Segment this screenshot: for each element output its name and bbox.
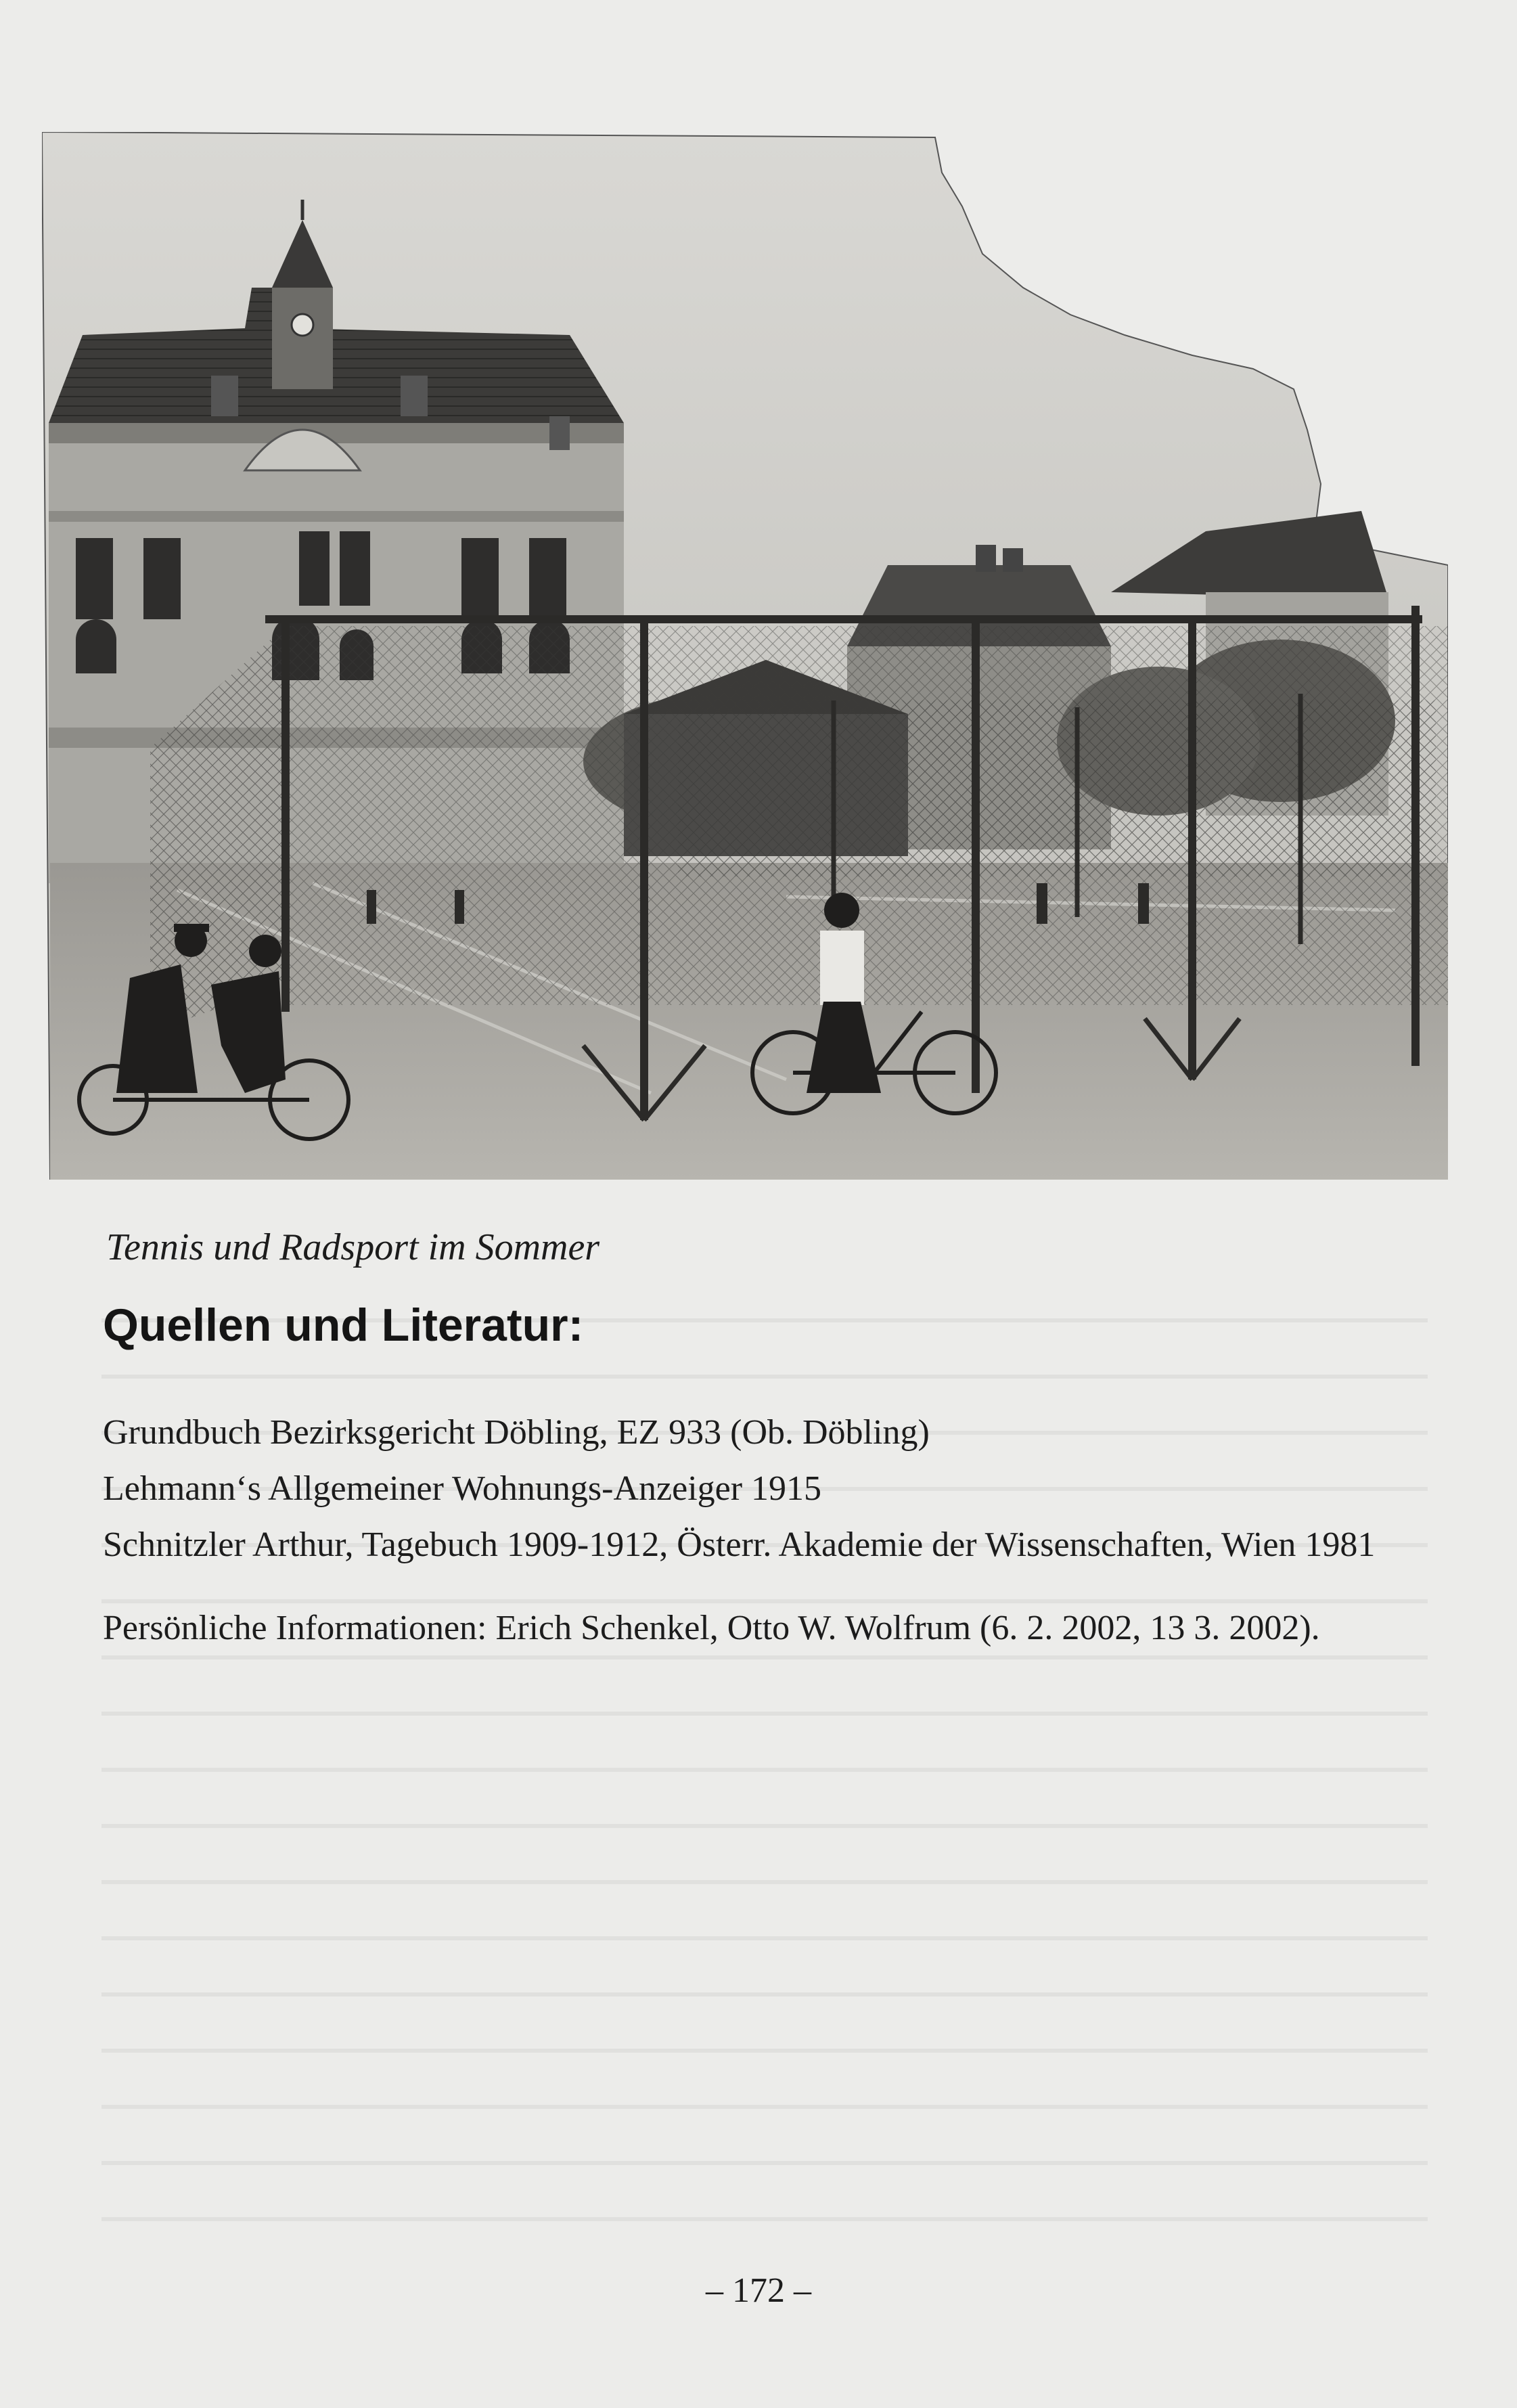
figure-caption: Tennis und Radsport im Sommer — [106, 1226, 600, 1268]
page-number: – 172 – — [706, 2271, 811, 2310]
reference-item: Grundbuch Bezirksgericht Döbling, EZ 933 (Ob. Döbling) — [103, 1413, 930, 1452]
historic-photograph — [42, 132, 1448, 1180]
reference-item: Persönliche Informationen: Erich Schenkel, Otto W. Wolfrum (6. 2. 2002, 13 3. 2002). — [103, 1609, 1320, 1647]
section-heading: Quellen und Literatur: — [103, 1299, 584, 1351]
reference-item: Lehmann‘s Allgemeiner Wohnungs-Anzeiger 1915 — [103, 1469, 822, 1508]
reference-list — [103, 1404, 1449, 1656]
reference-item: Schnitzler Arthur, Tagebuch 1909-1912, Österr. Akademie der Wissenschaften, Wien 1981 — [103, 1525, 1376, 1564]
